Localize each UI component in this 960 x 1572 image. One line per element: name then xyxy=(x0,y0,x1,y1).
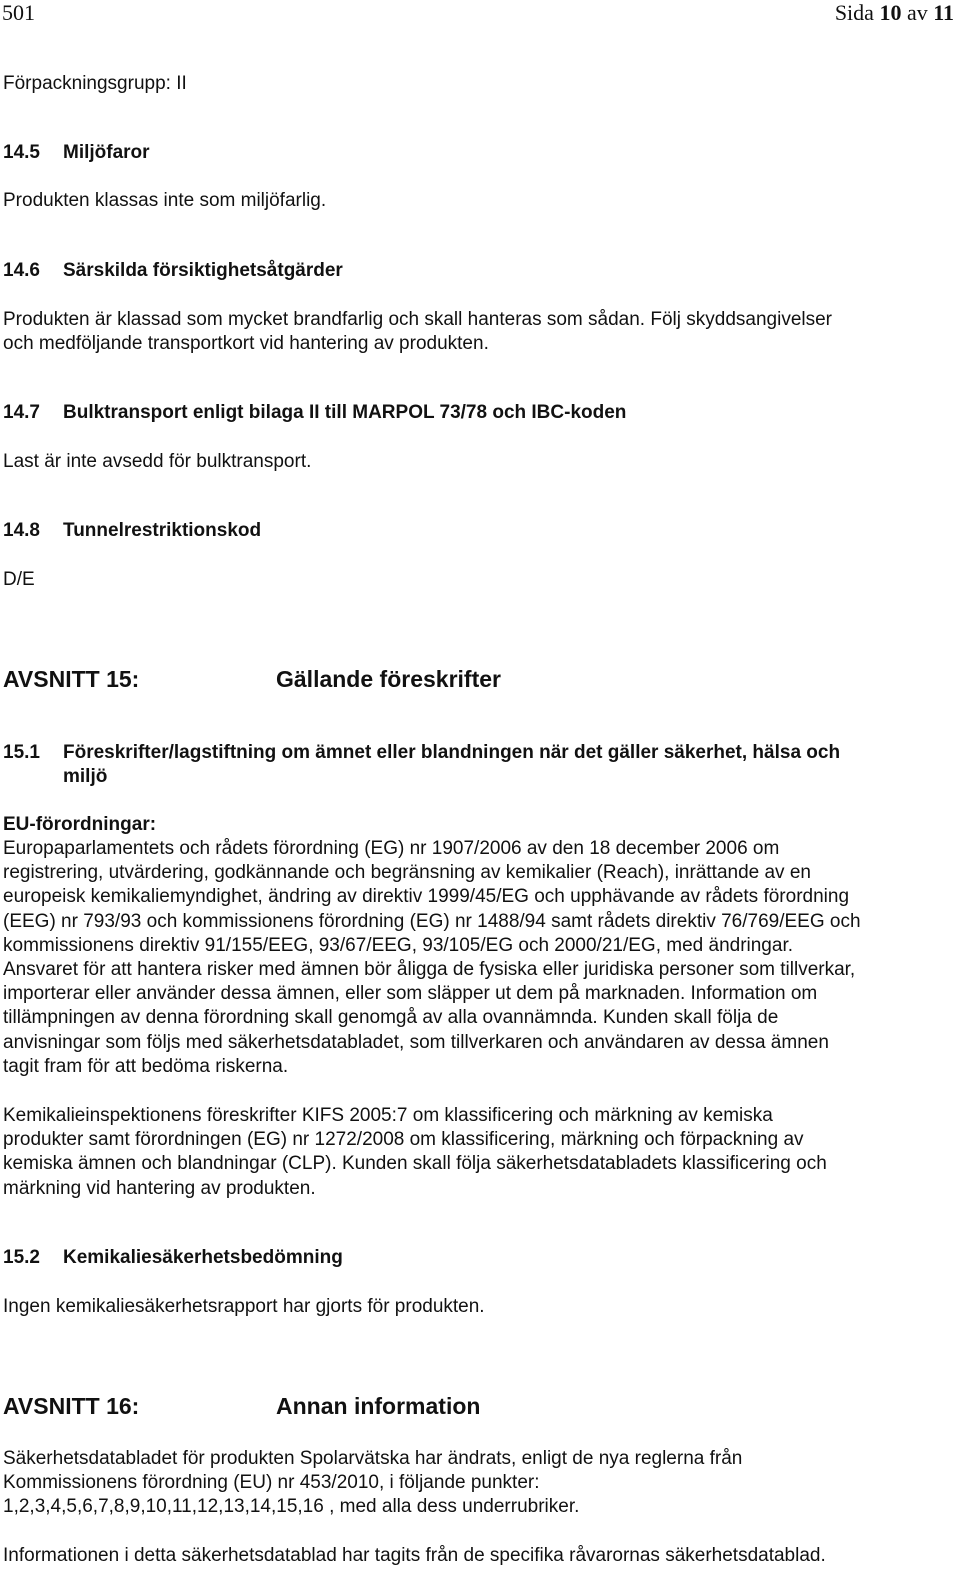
section-15-label: AVSNITT 15: xyxy=(3,666,140,692)
page-label-mid: av xyxy=(901,0,934,25)
heading-title: Särskilda försiktighetsåtgärder xyxy=(63,260,343,281)
total-pages: 11 xyxy=(933,0,954,25)
heading-title: Bulktransport enligt bilaga II till MARPOL 73/78 och IBC-koden xyxy=(63,402,627,423)
heading-number: 14.8 xyxy=(3,520,40,541)
heading-number: 15.1 xyxy=(3,742,40,763)
section-16-title: Annan information xyxy=(276,1393,481,1419)
paragraph-line: kommissionens direktiv 91/155/EEG, 93/67/EEG, 93/105/EG och 2000/21/EG, med ändringar. xyxy=(3,934,794,956)
heading-title: Tunnelrestriktionskod xyxy=(63,520,262,541)
eu-regulations-heading: EU-förordningar: xyxy=(3,814,157,835)
text-14-5: Produkten klassas inte som miljöfarlig. xyxy=(3,190,327,211)
information-source-note: Informationen i detta säkerhetsdatablad har tagits från de specifika råvarornas säkerhetsdatablad. xyxy=(3,1545,826,1566)
paragraph-line: europeisk kemikaliemyndighet, ändring av direktiv 1999/45/EG och upphävande av rådets förordning xyxy=(3,886,850,908)
heading-15-1-cont: miljö xyxy=(63,766,108,787)
text-14-6-line-2: och medföljande transportkort vid hantering av produkten. xyxy=(3,333,489,354)
paragraph-line: 1,2,3,4,5,6,7,8,9,10,11,12,13,14,15,16 , med alla dess underrubriker. xyxy=(3,1496,580,1518)
paragraph-line: tagit fram för att bedöma riskerna. xyxy=(3,1055,289,1077)
heading-15-1 xyxy=(3,741,840,765)
paragraph-line: importerar eller använder dessa ämnen, eller som släpper ut dem på marknaden. Information om xyxy=(3,983,818,1005)
heading-14-6 xyxy=(3,259,343,283)
packing-group: Förpackningsgrupp: II xyxy=(3,73,187,94)
heading-number: 14.7 xyxy=(3,402,40,423)
paragraph-line: produkter samt förordningen (EG) nr 1272/2008 om klassificering, märkning och förpackning av xyxy=(3,1129,804,1151)
paragraph-line: anvisningar som följs med säkerhetsdatabladet, som tillverkaren och användaren av dessa ämnen xyxy=(3,1031,829,1053)
heading-title: Kemikaliesäkerhetsbedömning xyxy=(63,1247,343,1268)
heading-number: 14.5 xyxy=(3,142,40,163)
heading-number: 14.6 xyxy=(3,260,40,281)
page-header-left: 501 xyxy=(2,0,35,25)
heading-title: Miljöfaror xyxy=(63,142,150,163)
paragraph-section-16 xyxy=(3,1447,958,1520)
paragraph-kifs xyxy=(3,1104,958,1201)
paragraph-line: Kommissionens förordning (EU) nr 453/2010, i följande punkter: xyxy=(3,1472,540,1494)
page-label-prefix: Sida xyxy=(834,0,880,25)
paragraph-line: registrering, utvärdering, godkännande och begränsning av kemikalier (Reach), inrättande av en xyxy=(3,862,811,884)
heading-14-5 xyxy=(3,141,150,165)
current-page: 10 xyxy=(879,0,902,25)
paragraph-eu-regulations xyxy=(3,837,958,1079)
paragraph-line: tillämpningen av denna förordning skall genomgå av alla ovannämnda. Kunden skall följa de xyxy=(3,1007,779,1029)
paragraph-line: Säkerhetsdatabladet för produkten Spolarvätska har ändrats, enligt de nya reglerna från xyxy=(3,1448,743,1469)
heading-title: Föreskrifter/lagstiftning om ämnet eller blandningen när det gäller säkerhet, hälsa och xyxy=(63,742,841,763)
heading-15-2 xyxy=(3,1246,343,1270)
text-14-7: Last är inte avsedd för bulktransport. xyxy=(3,451,312,472)
paragraph-line: kemiska ämnen och blandningar (CLP). Kunden skall följa säkerhetsdatabladets klassificering och xyxy=(3,1153,827,1175)
paragraph-line: märkning vid hantering av produkten. xyxy=(3,1177,316,1199)
heading-14-7 xyxy=(3,401,626,425)
heading-number: 15.2 xyxy=(3,1247,40,1268)
paragraph-line: Europaparlamentets och rådets förordning (EG) nr 1907/2006 av den 18 december 2006 om xyxy=(3,838,780,859)
text-15-2: Ingen kemikaliesäkerhetsrapport har gjorts för produkten. xyxy=(3,1296,485,1317)
paragraph-line: Kemikalieinspektionens föreskrifter KIFS 2005:7 om klassificering och märkning av kemiska xyxy=(3,1105,773,1126)
section-16-label: AVSNITT 16: xyxy=(3,1393,140,1419)
text-14-8: D/E xyxy=(3,569,35,590)
heading-14-8 xyxy=(3,519,261,543)
page-number-indicator xyxy=(835,0,954,26)
paragraph-line: Ansvaret för att hantera risker med ämnen bör åligga de fysiska eller juridiska personer som tillverkar, xyxy=(3,959,856,981)
section-15-title: Gällande föreskrifter xyxy=(276,666,501,692)
paragraph-line: (EEG) nr 793/93 och kommissionens förordning (EG) nr 1488/94 samt rådets direktiv 76/769/EEG och xyxy=(3,910,861,932)
text-14-6-line-1: Produkten är klassad som mycket brandfarlig och skall hanteras som sådan. Följ skyddsangivelser xyxy=(3,309,832,330)
